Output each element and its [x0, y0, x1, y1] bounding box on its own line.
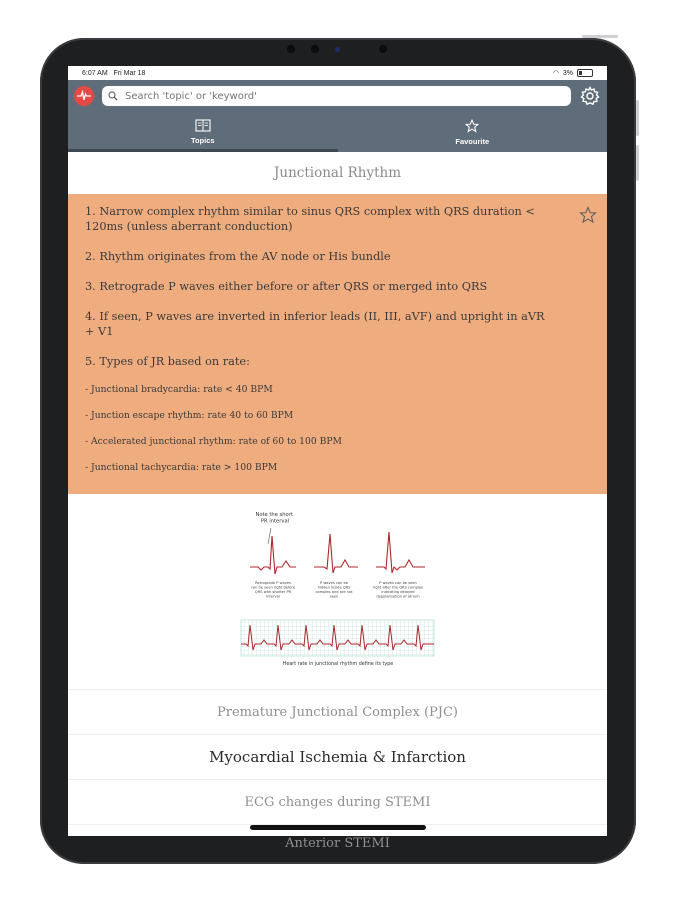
topic-point: 3. Retrograde P waves either before or after QRS or merged into QRS [85, 280, 488, 293]
app-screen [68, 66, 607, 851]
section-title[interactable]: Junctional Rhythm [68, 152, 607, 194]
tab-bar [68, 112, 607, 152]
topic-point: 4. If seen, P waves are inverted in inferior leads (II, III, aVF) and upright in aVR + V1 [85, 310, 545, 338]
status-date: Fri Mar 18 [113, 69, 146, 77]
ecg-complex-3 [376, 532, 425, 573]
battery-icon [577, 69, 593, 77]
heartbeat-icon[interactable] [74, 86, 94, 106]
camera-dot [311, 45, 319, 53]
list-item-anterior-stemi[interactable]: Anterior STEMI [68, 824, 607, 851]
topic-subpoint: - Junctional tachycardia: rate > 100 BPM [85, 462, 278, 473]
topic-point: 1. Narrow complex rhythm similar to sinus QRS complex with QRS duration < 120ms (unless aberrant conduction) [85, 205, 535, 233]
list-heading-ischemia[interactable]: Myocardial Ischemia & Infarction [68, 734, 607, 779]
camera-dot [379, 45, 387, 53]
camera-lens [335, 47, 340, 52]
home-indicator[interactable] [250, 825, 426, 830]
volume-button [636, 100, 639, 136]
ecg-illustration [68, 494, 607, 689]
status-bar [68, 66, 607, 80]
figure-note: Note the short PR interval [255, 512, 293, 525]
topic-subpoint: - Accelerated junctional rhythm: rate of 60 to 100 BPM [85, 436, 342, 447]
top-button [582, 35, 618, 38]
topic-subpoint: - Junction escape rhythm: rate 40 to 60 BPM [85, 410, 294, 421]
figure-caption-1: Retrograde P waves can be seen right before QRS with shorter PR interval [250, 581, 296, 599]
figure-caption-2: P waves can be hidden inside QRS complex and are not seen [315, 581, 353, 599]
list-item-stemi-changes[interactable]: ECG changes during STEMI [68, 779, 607, 824]
tab-topics-label: Topics [190, 136, 215, 145]
book-icon [195, 119, 211, 132]
status-time: 6:07 AM [82, 69, 108, 77]
search-bar[interactable] [102, 86, 571, 106]
list-item-pjc[interactable]: Premature Junctional Complex (PJC) [68, 689, 607, 734]
tab-topics[interactable] [68, 112, 338, 152]
favourite-star-icon[interactable] [579, 206, 597, 228]
topic-card [68, 194, 607, 494]
search-icon [108, 91, 118, 101]
camera-dot [287, 45, 295, 53]
gear-icon[interactable] [579, 85, 601, 107]
topic-subpoint: - Junctional bradycardia: rate < 40 BPM [85, 384, 273, 395]
figure-footer: Heart rate in junctional rhythm define its type [282, 662, 394, 667]
ecg-complex-1 [250, 536, 296, 574]
topic-point: 5. Types of JR based on rate: [85, 355, 250, 368]
search-input[interactable] [123, 90, 565, 103]
battery-percent: 3% [562, 69, 573, 77]
wifi-icon: ◠ [552, 70, 559, 77]
topic-point: 2. Rhythm originates from the AV node or His bundle [85, 250, 391, 263]
star-icon [465, 119, 479, 133]
volume-button [636, 145, 639, 181]
figure-caption-3: P waves can be seen right after the QRS complex indicating delayed depolarisation of atrium [372, 581, 424, 599]
tab-favourite[interactable] [338, 112, 608, 152]
tab-favourite-label: Favourite [455, 136, 490, 146]
app-header [68, 80, 607, 112]
ecg-complex-2 [314, 534, 358, 573]
ecg-figure [68, 494, 607, 689]
